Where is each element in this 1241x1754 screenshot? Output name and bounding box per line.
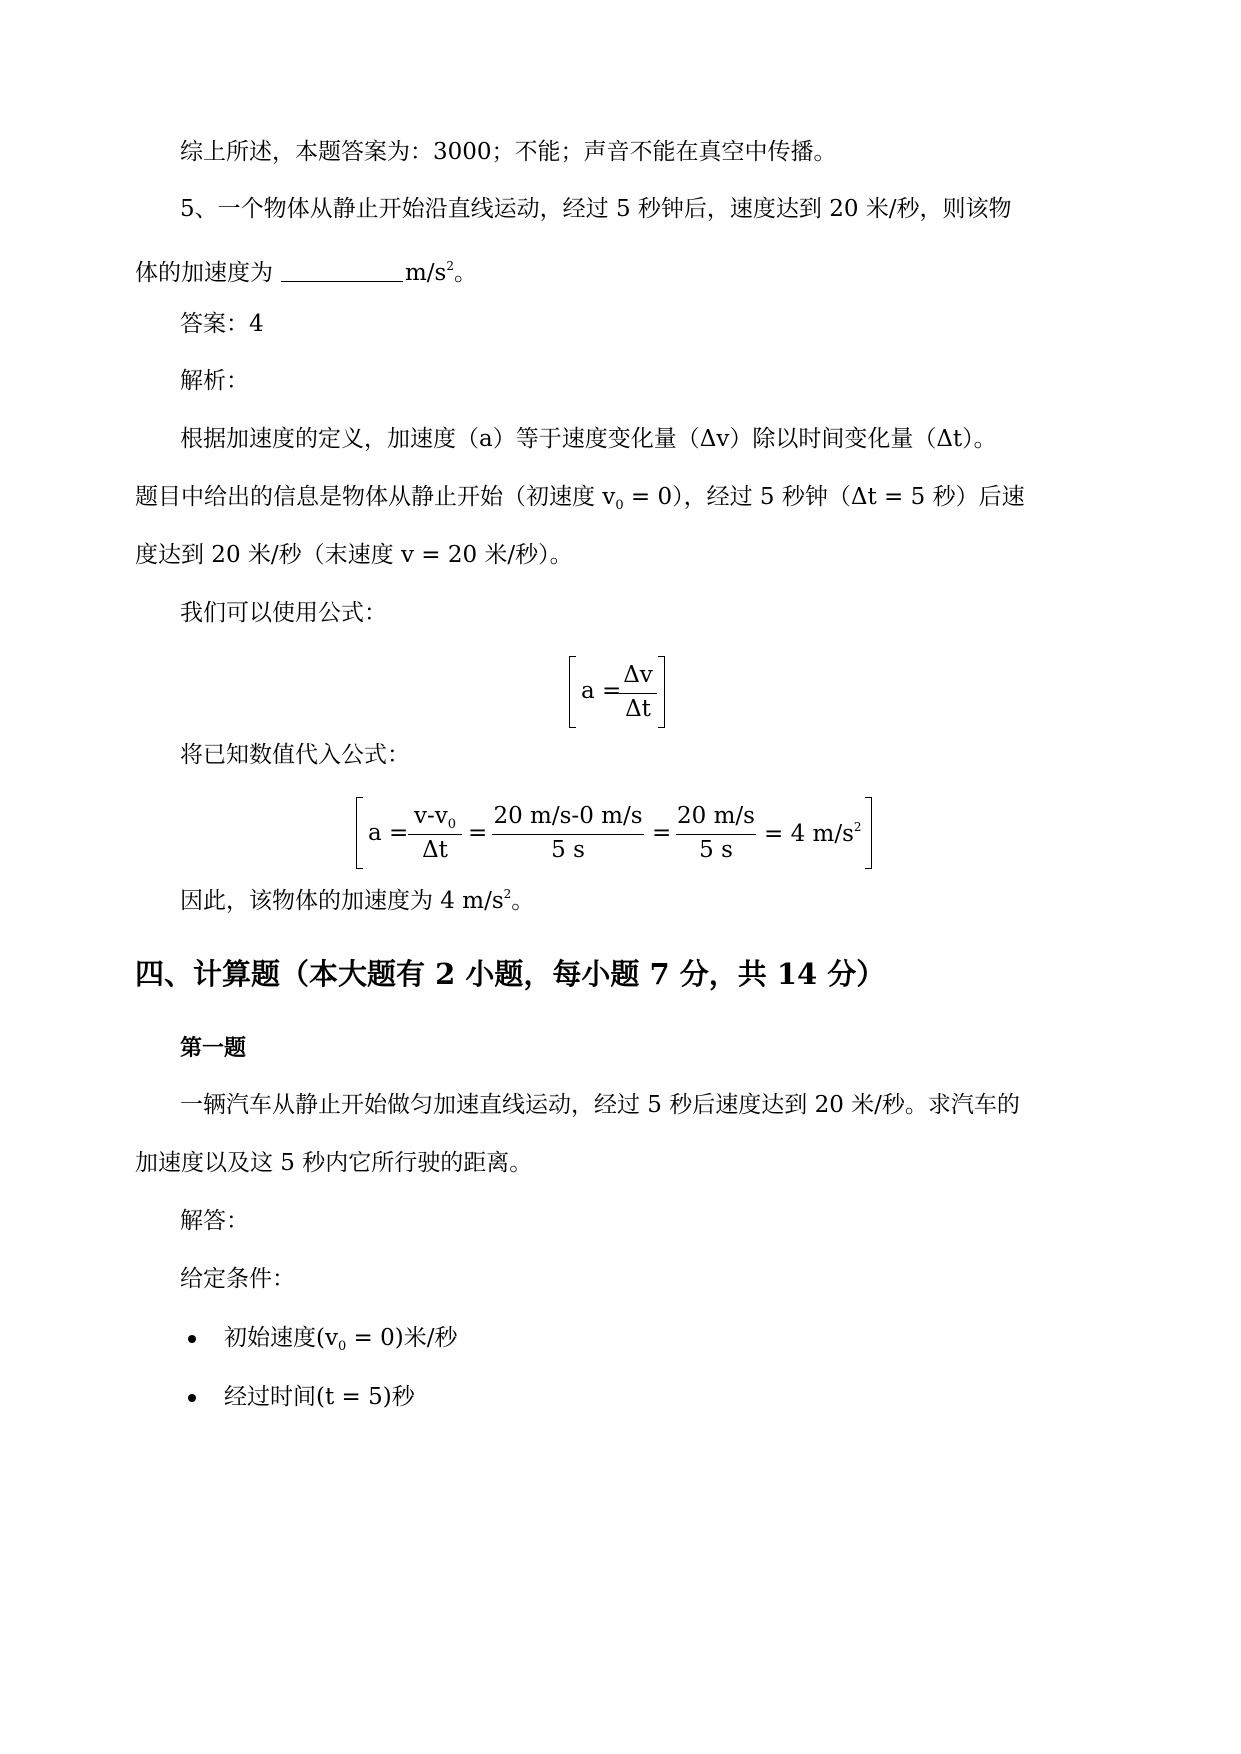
conclusion-superscript: 2 <box>503 887 512 901</box>
right-bracket <box>865 797 872 869</box>
problem-1-title: 第一题 <box>180 1035 247 1061</box>
acceleration-formula <box>569 656 665 728</box>
fraction-numerator: 20 m/s <box>677 803 755 829</box>
equals-sign: = <box>652 820 672 846</box>
analysis-label: 解析： <box>180 368 249 394</box>
conclusion-main: 因此，该物体的加速度为 4 m/s <box>180 888 504 914</box>
answer-text: 答案：4 <box>180 311 264 337</box>
analysis-line-2 <box>135 481 1025 522</box>
velocity-change-fraction <box>408 797 462 869</box>
fraction-denominator: Δt <box>625 696 651 722</box>
fraction-bar <box>408 834 462 835</box>
fraction-bar <box>619 693 657 694</box>
unit-text: m/s <box>405 260 447 286</box>
analysis-line-2-b: = 0），经过 5 秒钟（Δt = 5 秒）后速 <box>623 484 1025 510</box>
conclusion-suffix: 。 <box>511 888 535 914</box>
formula-lhs: a = <box>368 820 409 846</box>
problem-1-line-1: 一辆汽车从静止开始做匀加速直线运动，经过 5 秒后速度达到 20 米/秒。求汽车的 <box>180 1092 1020 1118</box>
answer-blank <box>281 263 403 282</box>
fraction-numerator: 20 m/s-0 m/s <box>493 803 643 829</box>
solution-label: 解答： <box>180 1208 249 1234</box>
bullet-icon <box>188 1335 196 1343</box>
question-5-line-1: 5、一个物体从静止开始沿直线运动，经过 5 秒钟后，速度达到 20 米/秒，则该物 <box>180 196 1012 222</box>
problem-1-line-2: 加速度以及这 5 秒内它所行驶的距离。 <box>135 1150 533 1176</box>
section-title: 四、计算题（本大题有 2 小题，每小题 7 分，共 14 分） <box>135 957 886 991</box>
given-item-elapsed-time: 经过时间(t = 5)秒 <box>224 1384 415 1410</box>
given-item-initial-velocity: 初始速度$(v_0 = 0)$米/秒 <box>224 1325 458 1354</box>
unit-superscript: 2 <box>446 259 455 273</box>
question-5-line-2 <box>135 250 477 289</box>
fraction-numerator: $v-v_0$ <box>413 803 457 832</box>
substitute-intro: 将已知数值代入公式： <box>180 742 410 768</box>
formula-result: = 4 $m/s^2$ <box>764 820 862 847</box>
fraction-bar <box>676 834 756 835</box>
substitution-formula <box>356 797 872 869</box>
delta-fraction <box>619 656 657 728</box>
numeric-fraction-1 <box>492 797 644 869</box>
left-bracket <box>569 656 576 728</box>
right-bracket <box>658 656 665 728</box>
question-5-prefix: 体的加速度为 <box>135 260 273 286</box>
formula-intro: 我们可以使用公式： <box>180 600 387 626</box>
fraction-denominator: 5 s <box>551 837 585 863</box>
fraction-numerator: Δv <box>623 662 653 688</box>
analysis-line-2-a: 题目中给出的信息是物体从静止开始（初速度 v <box>135 484 616 510</box>
analysis-line-1: 根据加速度的定义，加速度（a）等于速度变化量（Δv）除以时间变化量（Δt）。 <box>180 426 997 452</box>
fraction-denominator: 5 s <box>699 837 733 863</box>
formula-lhs: a = <box>581 678 622 704</box>
question-5-suffix: 。 <box>454 260 478 286</box>
v0-subscript: 0 <box>615 498 624 513</box>
analysis-line-3: 度达到 20 米/秒（末速度 v = 20 米/秒）。 <box>135 542 573 568</box>
conclusion-text <box>180 878 534 917</box>
summary-text: 综上所述，本题答案为：3000；不能；声音不能在真空中传播。 <box>180 139 837 165</box>
fraction-bar <box>492 834 644 835</box>
given-label: 给定条件： <box>180 1266 295 1292</box>
left-bracket <box>356 797 363 869</box>
fraction-denominator: Δt <box>422 837 448 863</box>
numeric-fraction-2 <box>676 797 756 869</box>
bullet-icon <box>188 1394 196 1402</box>
equals-sign: = <box>468 820 488 846</box>
